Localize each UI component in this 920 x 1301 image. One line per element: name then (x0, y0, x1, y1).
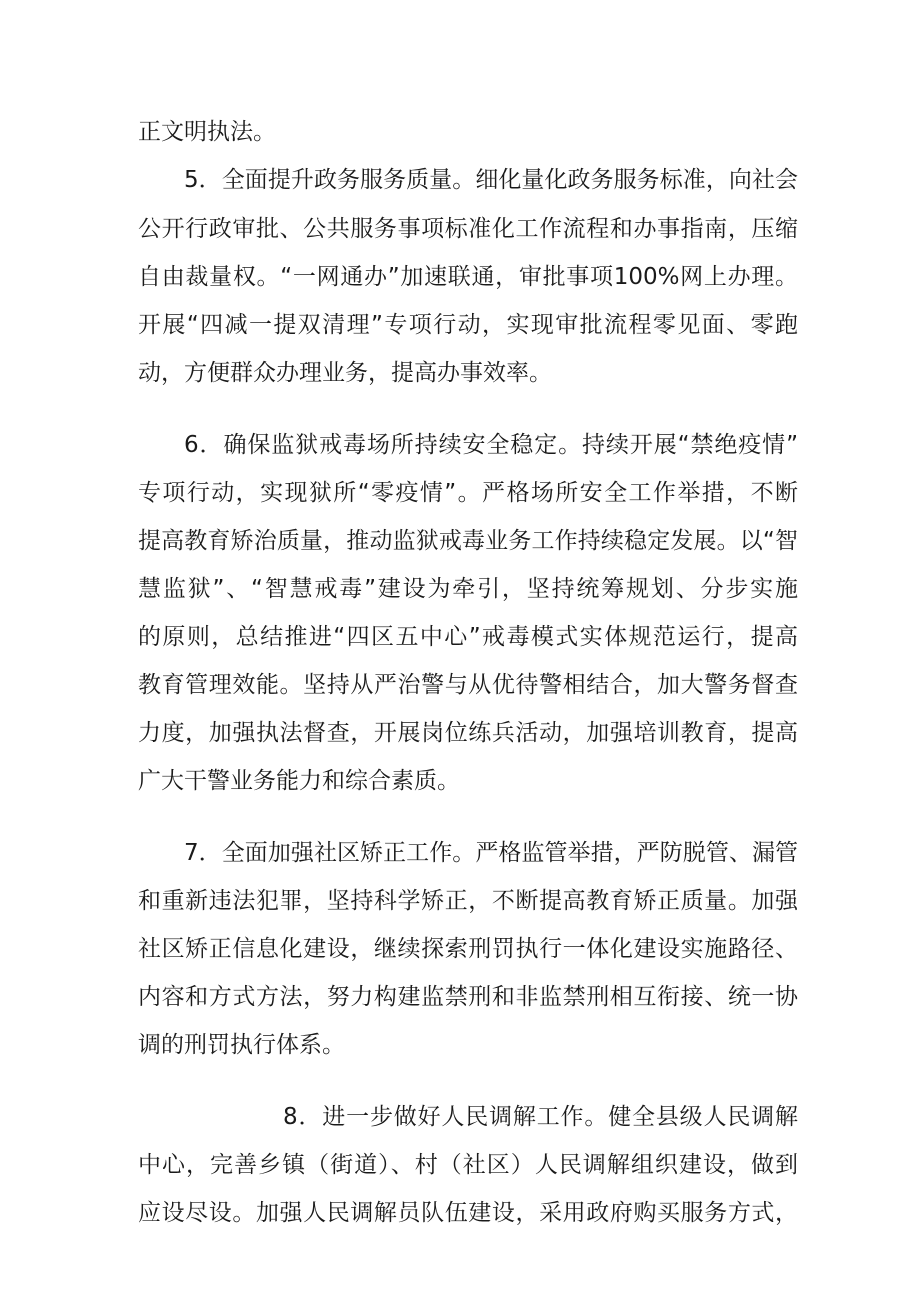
paragraph-7-heading-line: 7．全面加强社区矫正工作。严格监管举措，严防脱管、漏管 (184, 840, 798, 866)
text-line: 广大干警业务能力和综合素质。 (138, 768, 460, 794)
text-line: 开展“四减一提双清理”专项行动，实现审批流程零见面、零跑 (138, 312, 798, 338)
text-line: 内容和方式方法，努力构建监禁刑和非监禁刑相互衔接、统一协 (138, 984, 798, 1010)
text-line: 教育管理效能。坚持从严治警与从优待警相结合，加大警务督查 (138, 672, 798, 698)
text-line: 应设尽设。加强人民调解员队伍建设，采用政府购买服务方式， (138, 1200, 798, 1226)
paragraph-8-heading-line: 8．进一步做好人民调解工作。健全县级人民调解 (283, 1104, 798, 1130)
text-line: 专项行动，实现狱所“零疫情”。严格场所安全工作举措，不断 (138, 480, 798, 506)
text-line: 动，方便群众办理业务，提高办事效率。 (138, 360, 552, 386)
text-line: 正文明执法。 (138, 119, 276, 145)
text-line: 公开行政审批、公共服务事项标准化工作流程和办事指南，压缩 (138, 216, 798, 242)
text-line: 慧监狱”、“智慧戒毒”建设为牵引，坚持统筹规划、分步实施 (138, 576, 798, 602)
text-line: 力度，加强执法督查，开展岗位练兵活动，加强培训教育，提高 (138, 720, 798, 746)
text-line: 的原则，总结推进“四区五中心”戒毒模式实体规范运行，提高 (138, 624, 798, 650)
text-line: 自由裁量权。“一网通办”加速联通，审批事项100%网上办理。 (138, 264, 798, 290)
text-line: 提高教育矫治质量，推动监狱戒毒业务工作持续稳定发展。以“智 (138, 528, 798, 554)
text-line: 社区矫正信息化建设，继续探索刑罚执行一体化建设实施路径、 (138, 936, 798, 962)
text-line: 中心，完善乡镇（街道）、村（社区）人民调解组织建设，做到 (138, 1152, 798, 1178)
paragraph-5-heading-line: 5．全面提升政务服务质量。细化量化政务服务标准，向社会 (184, 167, 798, 193)
paragraph-6-heading-line: 6．确保监狱戒毒场所持续安全稳定。持续开展“禁绝疫情” (184, 432, 798, 458)
text-line: 和重新违法犯罪，坚持科学矫正，不断提高教育矫正质量。加强 (138, 888, 798, 914)
text-line: 调的刑罚执行体系。 (138, 1032, 345, 1058)
